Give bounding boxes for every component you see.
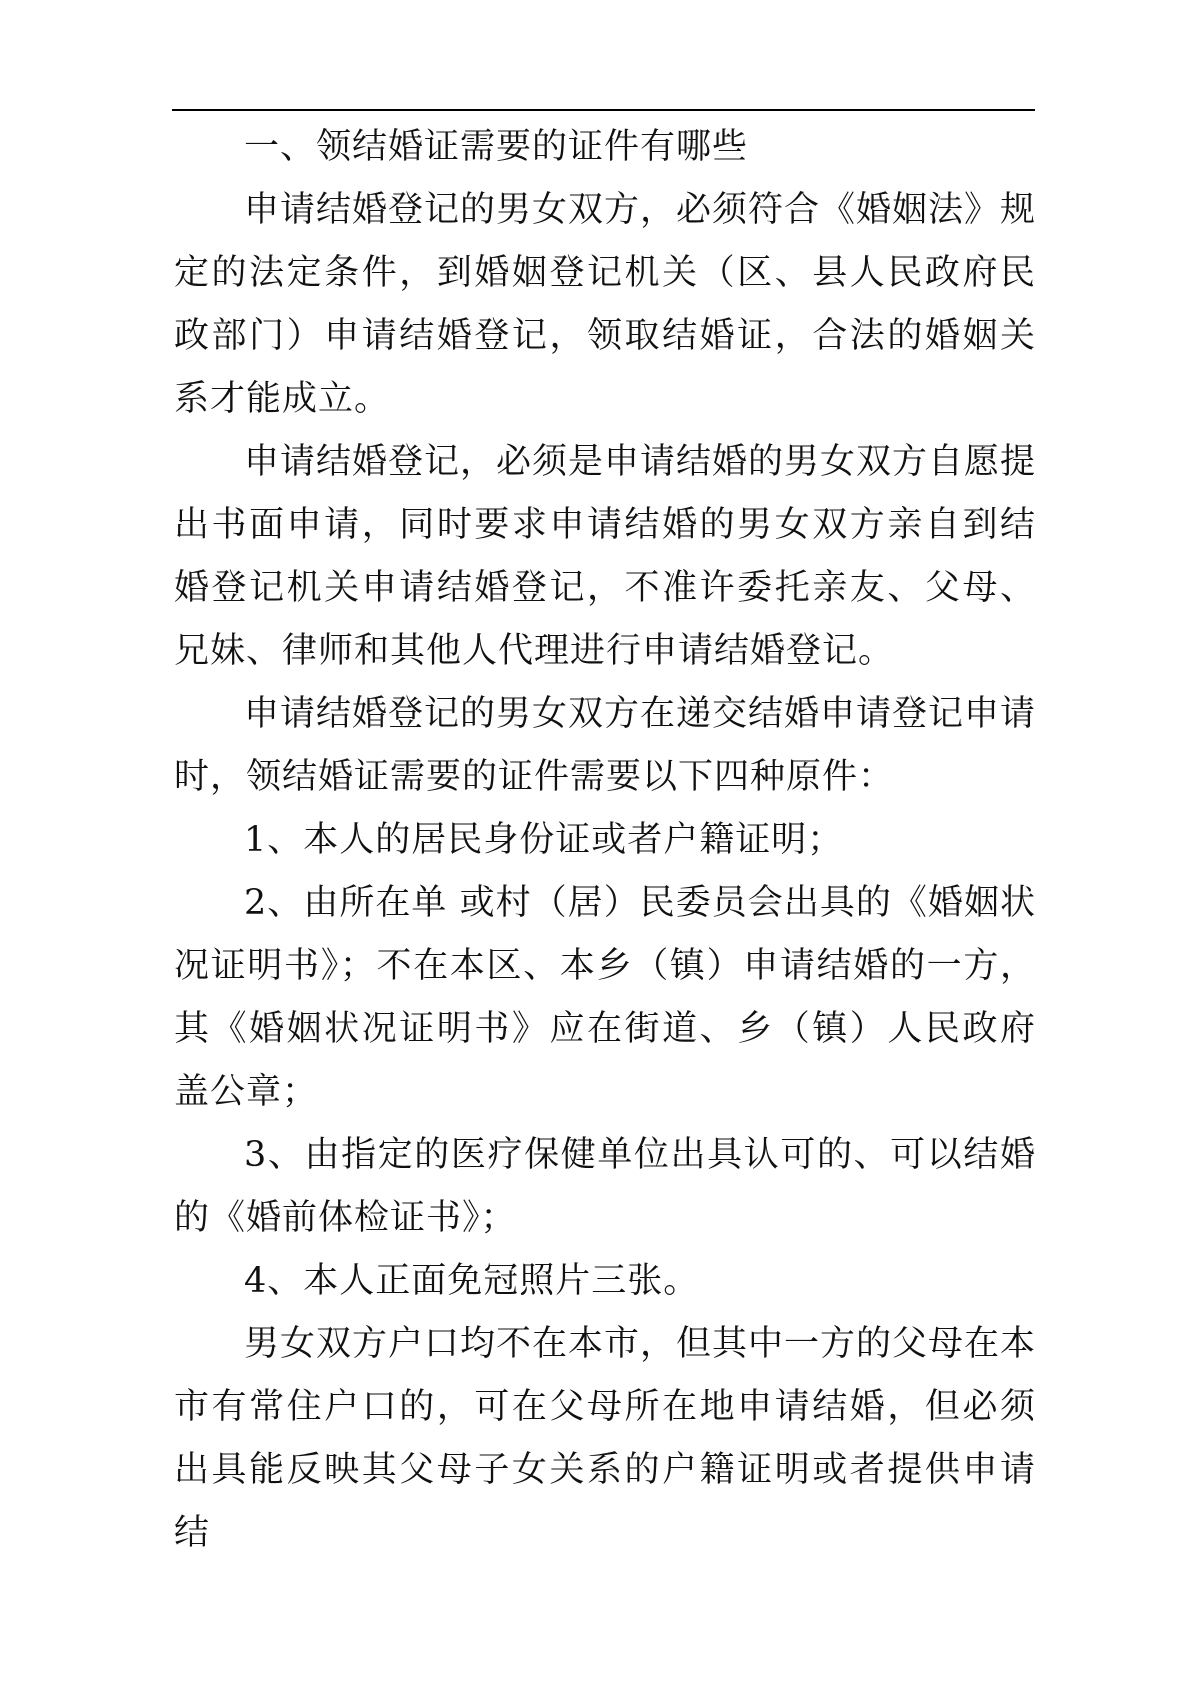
paragraph-non-local-registration: 男女双方户口均不在本市，但其中一方的父母在本市有常住户口的，可在父母所在地申请结婚，但必须出具能反映其父母子女关系的户籍证明或者提供申请结 — [174, 1324, 1037, 1553]
paragraph-required-documents: 申请结婚登记的男女双方在递交结婚申请登记申请时，领结婚证需要的证件需要以下四种原件： — [174, 694, 1037, 797]
section-heading: 一、领结婚证需要的证件有哪些 — [244, 127, 749, 167]
list-item-marital-status-certificate: 2、由所在单 或村（居）民委员会出具的《婚姻状况证明书》；不在本区、本乡（镇）申请结婚的一方，其《婚姻状况证明书》应在街道、乡（镇）人民政府盖公章； — [174, 883, 1036, 1112]
list-item-id-card: 1、本人的居民身份证或者户籍证明； — [244, 820, 844, 860]
document-body — [174, 116, 1036, 1565]
list-item-premarital-exam-certificate: 3、由指定的医疗保健单位出具认可的、可以结婚的《婚前体检证书》； — [174, 1135, 1036, 1238]
header-rule — [172, 109, 1035, 111]
list-item-photos: 4、本人正面免冠照片三张。 — [244, 1261, 700, 1301]
paragraph-application-in-person: 申请结婚登记，必须是申请结婚的男女双方自愿提出书面申请，同时要求申请结婚的男女双方亲自到结婚登记机关申请结婚登记，不准许委托亲友、父母、兄妹、律师和其他人代理进行申请结婚登记。 — [174, 442, 1037, 671]
paragraph-marriage-conditions: 申请结婚登记的男女双方，必须符合《婚姻法》规定的法定条件，到婚姻登记机关（区、县人民政府民政部门）申请结婚登记，领取结婚证，合法的婚姻关系才能成立。 — [174, 190, 1037, 419]
